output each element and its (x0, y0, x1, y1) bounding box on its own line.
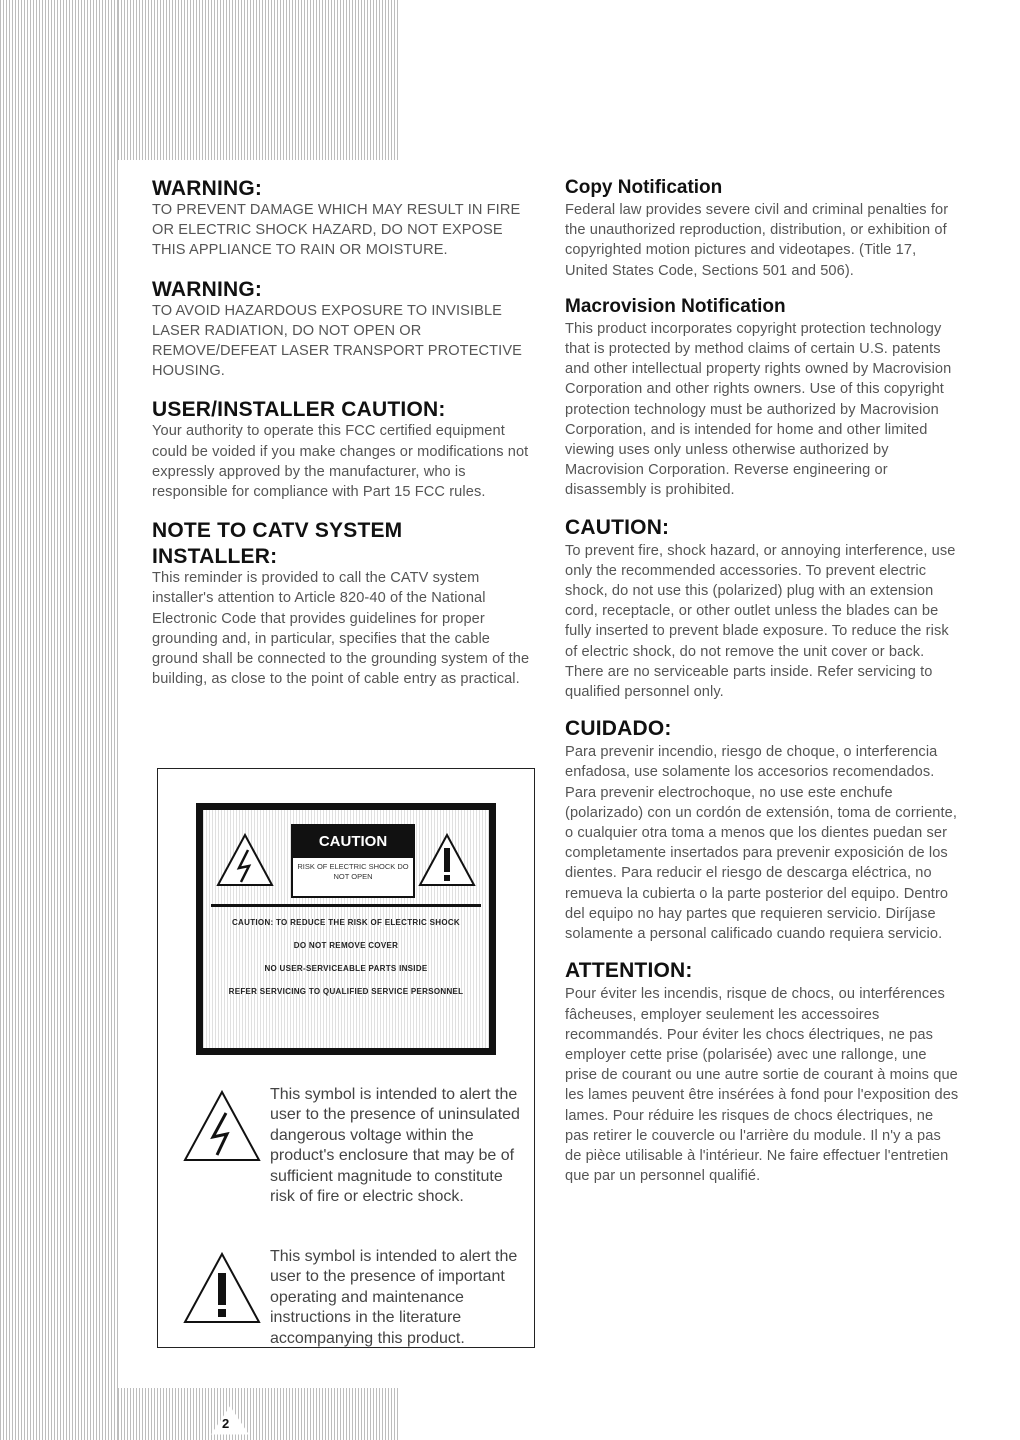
section-heading: WARNING: (152, 277, 263, 301)
section-text: This reminder is provided to call the CATV system installer's attention to Article 820-40 of the National Electronic Code that provides guidelines for proper grounding and, in particular, specifies that the cable ground shall be connected to the grounding system of the building, as close to the point of cable entry as practical. (152, 570, 530, 688)
exclamation-triangle-icon (417, 832, 477, 888)
section-heading: ATTENTION: (565, 959, 693, 983)
section-heading: USER/INSTALLER CAUTION: (152, 398, 446, 422)
catv-installer-section (152, 518, 532, 689)
section-heading: WARNING: (152, 177, 263, 200)
top-header-stripe (118, 0, 400, 160)
left-margin-stripe (0, 0, 118, 1440)
section-text: This product incorporates copyright protection technology that is protected by method claims of certain U.S. patents and other intellectual property rights owned by Macrovision Corporation and other rights owners. Use of this copyright protection technology must be authorized by Macrovision Corporation, and is intended for home and other limited viewing uses only unless otherwise authorized by Macrovision Corporation. Reverse engineering or disassembly is prohibited. (565, 320, 952, 499)
copy-notification-section (565, 176, 960, 281)
section-text: TO PREVENT DAMAGE WHICH MAY RESULT IN FIRE OR ELECTRIC SHOCK HAZARD, DO NOT EXPOSE THIS APPLIANCE TO RAIN OR MOISTURE. (152, 202, 521, 259)
left-column (152, 176, 532, 705)
section-heading: CUIDADO: (565, 717, 672, 741)
page-number: 2 (222, 1416, 230, 1431)
caution-label-line: REFER SERVICING TO QUALIFIED SERVICE PERSONNEL (228, 987, 464, 996)
cuidado-section (565, 716, 960, 944)
caution-label-line: CAUTION: TO REDUCE THE RISK OF ELECTRIC SHOCK (231, 918, 461, 927)
user-installer-caution-section (152, 397, 532, 502)
section-text: TO AVOID HAZARDOUS EXPOSURE TO INVISIBLE LASER RADIATION, DO NOT OPEN OR REMOVE/DEFEAT LASER TRANSPORT PROTECTIVE HOUSING. (152, 302, 523, 380)
exclamation-symbol-text: This symbol is intended to alert the user to the presence of important operating and maintenance instructions in the literature accompanying this product. (270, 1248, 518, 1347)
section-text: Pour éviter les incendis, risque de chocs, ou interférences fâcheuses, employer seulement les accessoires recommandés. Pour éviter les chocs électriques, ne pas employer cette prise (polarisée) avec une rallonge, une prise de courant ou une autre sortie de courant à moins que les lames peuvent être insérées à fond pour l'exposition des lames. Pour réduire les risques de chocs électriques, ne pas retirer le couvercle ou l'arrière du module. Il n'y a pas de pièce utilisable à l'intérieur. Ne faire effectuer l'entretien que par un personnel qualifié. (565, 986, 959, 1185)
section-heading: Copy Notification (565, 177, 723, 198)
lightning-symbol-explanation (170, 1085, 530, 1207)
right-column (565, 176, 960, 1202)
warning-section-2 (152, 277, 532, 382)
section-heading: Macrovision Notification (565, 295, 786, 317)
caution-label-line: DO NOT REMOVE COVER (293, 941, 399, 950)
caution-label (196, 803, 496, 1055)
lightning-triangle-icon (182, 1089, 262, 1163)
caution-badge-title: CAUTION (293, 826, 413, 858)
warning-section-1 (152, 176, 532, 261)
section-text: Your authority to operate this FCC certified equipment could be voided if you make changes or modifications not expressly approved by the manufacturer, who is responsible for compliance with Part 15 FCC rules. (152, 423, 529, 501)
caution-badge-subtitle: RISK OF ELECTRIC SHOCK DO NOT OPEN (297, 862, 409, 881)
caution-section (565, 515, 960, 703)
section-text: Para prevenir incendio, riesgo de choque, o interferencia enfadosa, use solamente los accesorios recomendados. Para prevenir electrochoque, no use este enchufe (polarizado) con un cordón de extensión, toma de corriente, o cualquier otra toma a menos que los dientes puedan ser completamente insertados para prevenir exposición de los dientes. Para reducir el riesgo de descarga eléctrica, no remueva la cubierta o la parte posterior del equipo. Dentro del equipo no hay partes que requieren servicio. Diríjase solamente a personal calificado cuando requiera servicio. (565, 744, 958, 943)
section-text: To prevent fire, shock hazard, or annoying interference, use only the recommended accessories. To prevent electric shock, do not use this (polarized) plug with an extension cord, receptacle, or other outlet unless the blades can be fully inserted to prevent blade exposure. To reduce the risk of electric shock, do not remove the unit cover or back. There are no serviceable parts inside. Refer servicing to qualified personnel only. (565, 542, 956, 701)
caution-badge (291, 824, 415, 898)
caution-label-line: NO USER-SERVICEABLE PARTS INSIDE (264, 964, 428, 973)
page-number-marker-icon (210, 1405, 250, 1435)
attention-section (565, 958, 960, 1186)
lightning-symbol-text: This symbol is intended to alert the user to the presence of uninsulated dangerous voltage within the product's enclosure that may be of sufficient magnitude to constitute risk of fire or electric shock. (270, 1086, 520, 1206)
section-heading: CAUTION: (565, 515, 670, 539)
macrovision-notification-section (565, 295, 960, 501)
section-heading: NOTE TO CATV SYSTEM INSTALLER: (152, 519, 403, 569)
caution-symbol-box (157, 768, 535, 1348)
bottom-footer-stripe (118, 1388, 400, 1440)
lightning-triangle-icon (215, 832, 275, 888)
exclamation-triangle-icon (182, 1251, 262, 1325)
exclamation-symbol-explanation (170, 1247, 530, 1349)
section-text: Federal law provides severe civil and criminal penalties for the unauthorized reproduction, distribution, or exhibition of copyrighted motion pictures and videotapes. (Title 17, United States Code, Sections 501 and 506). (565, 202, 949, 279)
caution-label-lines (213, 918, 479, 1010)
